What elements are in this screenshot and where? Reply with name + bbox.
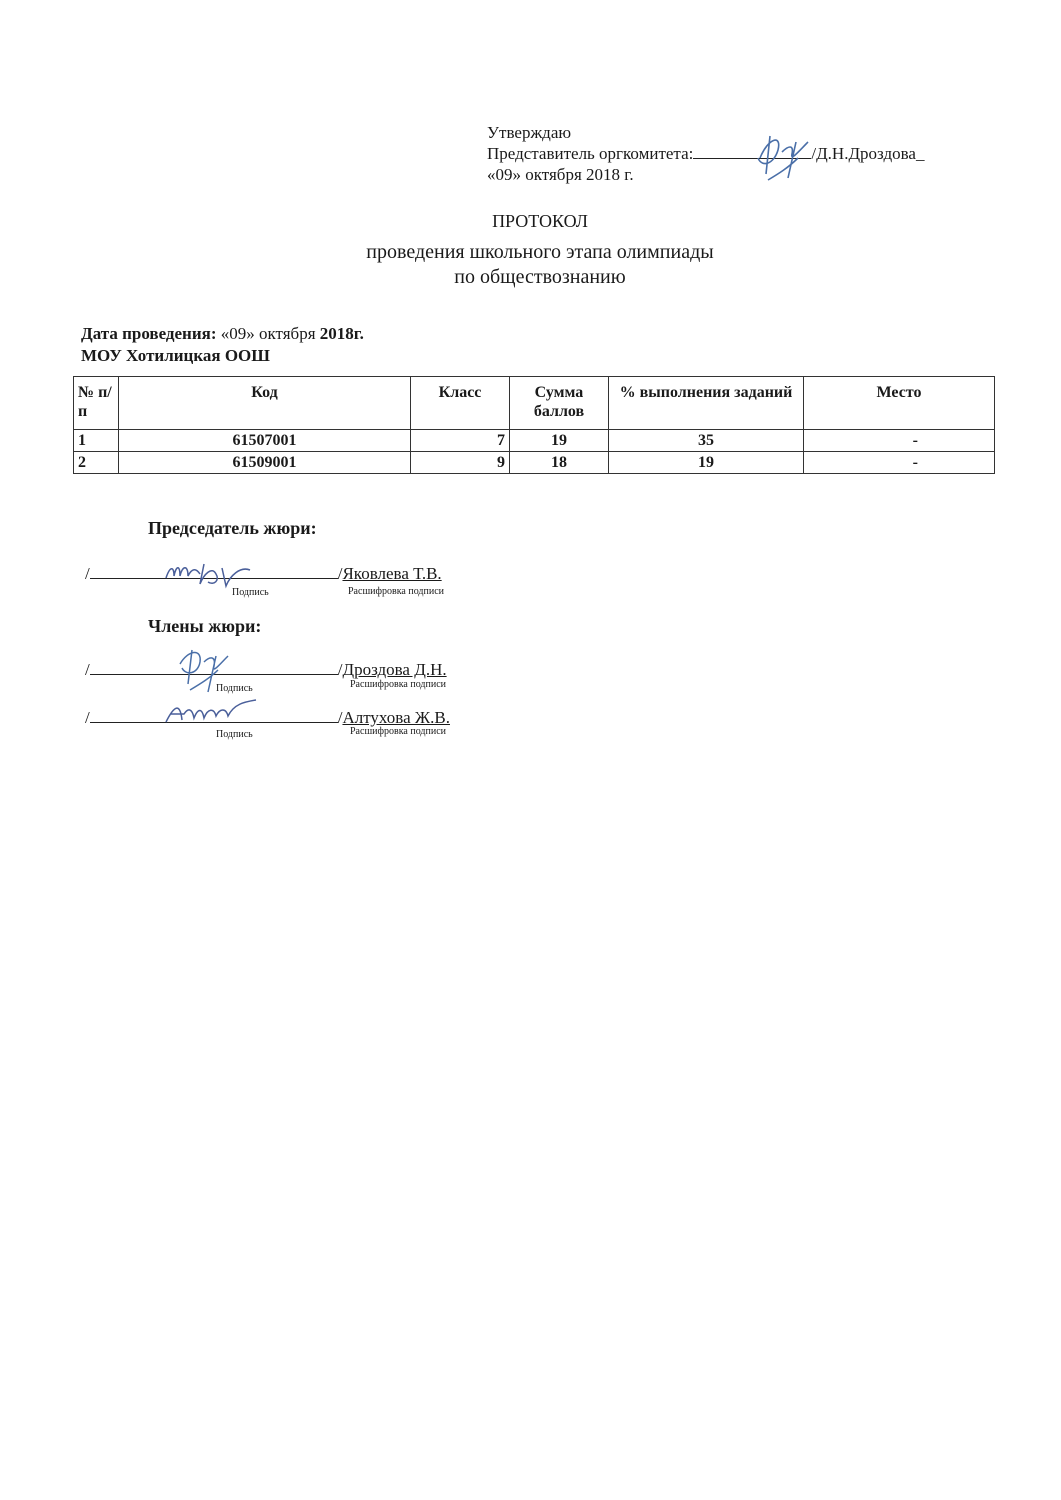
chair-label: Председатель жюри: <box>148 518 317 538</box>
table-row <box>74 452 995 474</box>
member2-signature-caption: Подпись <box>216 729 253 740</box>
representative-name: /Д.Н.Дроздова_ <box>811 144 925 163</box>
representative-signature-icon <box>748 128 838 188</box>
header-pct: % выполнения заданий <box>609 377 804 430</box>
chair-name: Яковлева Т.В. <box>342 564 442 583</box>
row-code: 61509001 <box>119 452 411 474</box>
approval-title: Утверждаю <box>487 123 572 142</box>
row-pct: 35 <box>609 430 804 452</box>
row-pct: 19 <box>609 452 804 474</box>
table-row <box>74 430 995 452</box>
date-line <box>81 324 364 344</box>
member1-signature-row: / /Дроздова Д.Н. <box>85 660 447 679</box>
row-class: 9 <box>411 452 510 474</box>
member2-signature-icon <box>160 696 270 730</box>
header-place: Место <box>804 377 995 430</box>
header-num: № п/п <box>74 377 119 430</box>
row-num: 2 <box>74 452 119 474</box>
member2-name: Алтухова Ж.В. <box>342 708 450 727</box>
row-sum: 19 <box>510 430 609 452</box>
chair-signature-row: / /Яковлева Т.В. <box>85 564 442 583</box>
header-class: Класс <box>411 377 510 430</box>
member1-signature-caption: Подпись <box>216 683 253 694</box>
member2-signature-row: / /Алтухова Ж.В. <box>85 708 450 727</box>
chair-signature-icon <box>160 556 260 592</box>
approval-representative <box>487 143 924 164</box>
members-label: Члены жюри: <box>148 616 262 636</box>
chair-decode-caption: Расшифровка подписи <box>348 586 444 597</box>
date-label: Дата проведения: <box>81 324 221 343</box>
representative-label: Представитель оргкомитета: <box>487 144 694 163</box>
approval-block <box>487 122 924 185</box>
row-place: - <box>804 430 995 452</box>
table-header-row <box>74 377 995 430</box>
member1-decode-caption: Расшифровка подписи <box>350 679 446 690</box>
member1-signature-icon <box>174 644 244 698</box>
date-year: 2018г. <box>319 324 364 343</box>
row-place: - <box>804 452 995 474</box>
date-value: «09» октября <box>220 324 320 343</box>
header-sum: Сумма баллов <box>510 377 609 430</box>
document-subject: по обществознанию <box>454 266 626 288</box>
row-sum: 18 <box>510 452 609 474</box>
row-code: 61507001 <box>119 430 411 452</box>
approval-date: «09» октября 2018 г. <box>487 165 634 184</box>
document-subtitle: проведения школьного этапа олимпиады <box>366 241 714 263</box>
results-table <box>73 376 995 474</box>
document-title: ПРОТОКОЛ <box>492 211 588 231</box>
member1-name: Дроздова Д.Н. <box>342 660 447 679</box>
header-code: Код <box>119 377 411 430</box>
chair-signature-caption: Подпись <box>232 587 269 598</box>
school-name: МОУ Хотилицкая ООШ <box>81 346 270 365</box>
row-num: 1 <box>74 430 119 452</box>
row-class: 7 <box>411 430 510 452</box>
member2-decode-caption: Расшифровка подписи <box>350 726 446 737</box>
